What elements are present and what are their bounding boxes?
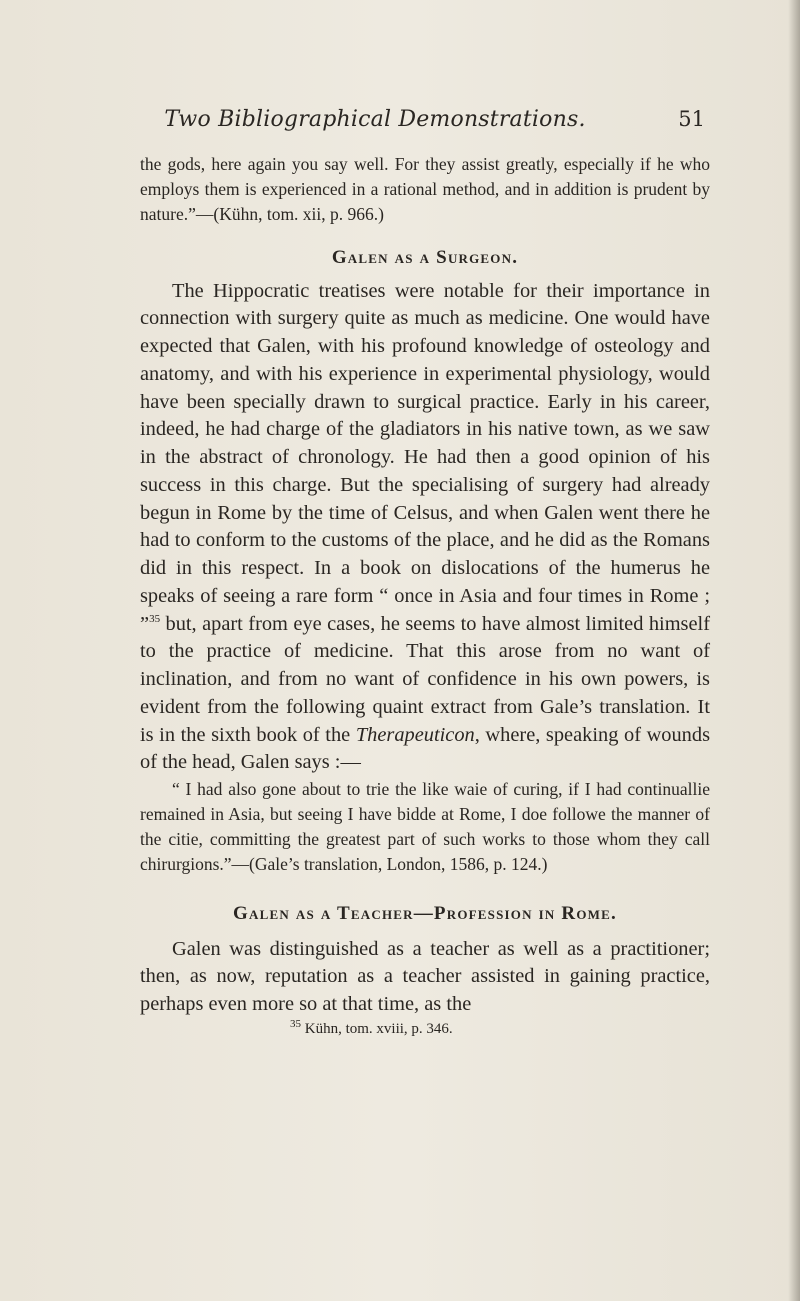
teacher-paragraph: Galen was distinguished as a teacher as well as a practitioner; then, as now, reputation as a teacher assisted in gaining practice, perhaps even more so at that time, as the — [140, 937, 710, 1016]
page-body — [140, 152, 710, 1039]
footnote — [290, 1019, 710, 1039]
surgeon-paragraph — [140, 278, 710, 778]
footnote-number: 35 — [290, 1017, 301, 1030]
surgeon-paragraph-text-1: The Hippocratic treatises were notable for their importance in connection with surgery quite as much as medicine. One would have expected that Galen, with his profound knowledge of osteology and anatomy, and with his experience in experimental physiology, would have been specially drawn to surgical practice. Early in his career, indeed, he had charge of the gladiators in his native town, as we saw in the abstract of chronology. He had then a good opinion of his success in this charge. But the specialising of surgery had already begun in Rome by the time of Celsus, and when Galen went there he had to conform to the customs of the place, and he did as the Romans did in this respect. In a book on dislocations of the humerus he speaks of seeing a rare form “ once in Asia and four times in Rome ; ” — [140, 279, 710, 635]
surgeon-paragraph-text-3: , where, speaking of wounds of the head, Galen says :— — [140, 723, 711, 774]
section-heading-teacher: Galen as a Teacher—Profession in Rome. — [233, 902, 617, 924]
page-header — [0, 107, 800, 137]
section-heading-surgeon: Galen as a Surgeon. — [331, 246, 519, 268]
footnote-reference: 35 — [149, 612, 161, 625]
book-title-therapeuticon: Therapeuticon — [355, 723, 475, 746]
gale-quotation: “ I had also gone about to trie the like waie of curing, if I had continuallie remained in Asia, but seeing I have bidde at Rome, I doe followe the manner of the citie, committing the greatest part of such works to those whom they call chirurgions.”—(Gale’s translation, London, 1586, p. 124.) — [140, 779, 710, 874]
running-title: Two Bibliographical Demonstrations. — [164, 107, 586, 132]
page-number: 51 — [678, 107, 705, 131]
footnote-text: Kühn, tom. xviii, p. 346. — [301, 1020, 453, 1037]
surgeon-paragraph-text-2: but, apart from eye cases, he seems to have almost limited himself to the practice of medicine. That this arose from no want of inclination, and from no want of confidence in his own powers, is evident from the following quaint extract from Gale’s translation. It is in the sixth book of the — [140, 612, 710, 746]
intro-paragraph: the gods, here again you say well. For they assist greatly, especially if he who employs them is experienced in a rational method, and in addition is prudent by nature.”—(Kühn, tom. xii, p. 966.) — [140, 154, 710, 225]
page-edge-shadow — [788, 0, 800, 1301]
